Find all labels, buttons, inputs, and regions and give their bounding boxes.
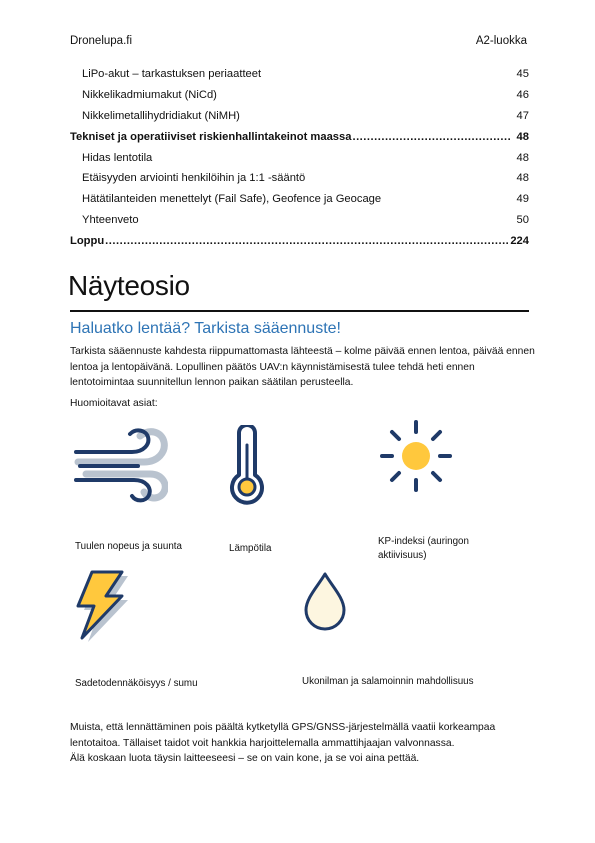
toc-chapter[interactable] <box>70 235 529 256</box>
section-divider <box>70 310 529 312</box>
toc-entry-title: Nikkelimetallihydridiakut (NiMH) <box>82 109 240 122</box>
toc-entry[interactable] <box>70 110 529 131</box>
intro-line: Tarkista sääennuste kahdesta riippumattomasta lähteestä – kolme päivää ennen lentoa, päivää ennen <box>70 346 535 357</box>
closing-line: Älä koskaan luota täysin laitteeseesi – se on vain kone, ja se voi aina pettää. <box>70 753 420 764</box>
wind-icon <box>72 428 168 506</box>
header-class: A2-luokka <box>475 35 527 47</box>
section-title: Näyteosio <box>68 270 190 301</box>
toc-entry[interactable] <box>70 68 529 89</box>
toc-chapter[interactable] <box>70 131 529 152</box>
toc-entry-title: LiPo-akut – tarkastuksen periaatteet <box>82 68 262 80</box>
toc-entry[interactable] <box>70 152 529 173</box>
toc-entry-page: 45 <box>516 68 529 80</box>
lightning-caption: Sadetodennäköisyys / sumu <box>75 678 198 689</box>
toc-chapter-title: Loppu <box>70 235 105 248</box>
toc-entry-page: 47 <box>516 109 529 122</box>
drop-icon <box>300 570 350 632</box>
toc-chapter-page: 224 <box>510 235 529 248</box>
toc-entry-title: Yhteenveto <box>82 214 139 227</box>
toc-entry-title: Hätätilanteiden menettelyt (Fail Safe), Geofence ja Geocage <box>82 193 382 206</box>
sun-caption: KP-indeksi (auringon aktiivisuus) <box>378 536 469 561</box>
closing-line: Muista, että lennättäminen pois päältä kytketyllä GPS/GNSS-järjestelmällä vaatii korkeampaa <box>70 722 496 733</box>
closing-paragraph <box>70 720 530 767</box>
lightning-icon <box>70 570 136 644</box>
considerations-label: Huomioitavat asiat: <box>70 398 158 409</box>
toc-entry-title: Hidas lentotila <box>82 151 153 164</box>
thermometer-caption: Lämpötila <box>229 543 272 554</box>
toc-chapter-title: Tekniset ja operatiiviset riskienhallintakeinot maassa <box>70 130 352 143</box>
toc-entry-title: Etäisyyden arviointi henkilöihin ja 1:1 -sääntö <box>82 172 306 185</box>
toc-entry[interactable] <box>70 193 529 214</box>
toc-entry-title: Nikkelikadmiumakut (NiCd) <box>82 88 217 101</box>
toc-entry[interactable] <box>70 214 529 235</box>
toc-entry-page: 48 <box>516 151 529 164</box>
intro-line: lentoa ja lentopäivänä. Lopullinen päätös UAV:n käynnistämisestä tulee tehdä heti ennen <box>70 361 475 373</box>
intro-line: lentotoimintaa suunnitellun lennon paikan säätilan perusteella. <box>70 377 354 388</box>
thermometer-icon <box>225 425 269 505</box>
toc-entry-page: 50 <box>516 214 529 227</box>
intro-paragraph <box>70 344 535 391</box>
header-site: Dronelupa.fi <box>70 35 133 47</box>
toc-entry-page: 48 <box>516 172 529 185</box>
toc-entry[interactable] <box>70 89 529 110</box>
drop-caption: Ukonilman ja salamoinnin mahdollisuus <box>302 676 474 687</box>
wind-caption: Tuulen nopeus ja suunta <box>75 541 182 552</box>
toc-chapter-page: 48 <box>516 130 529 143</box>
table-of-contents <box>70 68 529 256</box>
toc-entry-page: 49 <box>516 193 529 206</box>
toc-entry[interactable] <box>70 172 529 193</box>
toc-entry-page: 46 <box>516 88 529 101</box>
section-subtitle: Haluatko lentää? Tarkista sääennuste! <box>70 320 341 337</box>
sun-icon <box>378 418 454 494</box>
closing-line: lentotaitoa. Tällaiset taidot voit hankkia harjoittelemalla ammattihjaajan valvonnassa. <box>70 737 455 749</box>
